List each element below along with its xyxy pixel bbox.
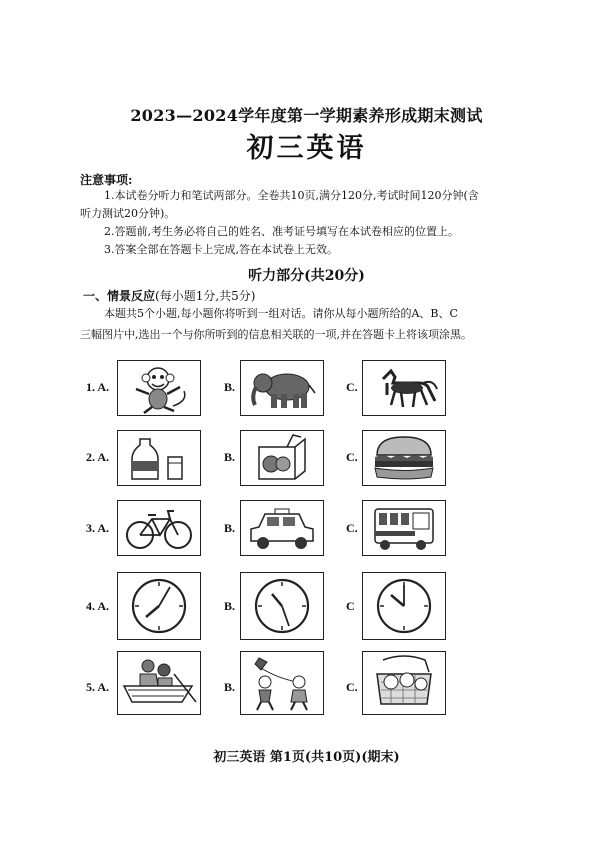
question-3-b-label: B. xyxy=(224,521,236,535)
bicycle-icon xyxy=(118,501,200,555)
notice-line-1b: 听力测试20分钟)。 xyxy=(80,207,176,220)
clock-icon xyxy=(118,573,200,639)
juice-box-icon xyxy=(241,431,323,485)
listening-heading: 听力部分(共20分) xyxy=(248,268,365,284)
question-5-option-c[interactable] xyxy=(362,651,446,715)
notice-line-1a: 1.本试卷分听力和笔试两部分。全卷共10页,满分120分,考试时间120分钟(含 xyxy=(104,189,479,202)
horse-icon xyxy=(363,361,445,415)
notice-line-3: 3.答案全部在答题卡上完成,答在本试卷上无效。 xyxy=(104,243,338,256)
question-1-label: 1. A. xyxy=(86,380,110,394)
boating-kids-icon xyxy=(118,652,200,714)
question-5-option-a[interactable] xyxy=(117,651,201,715)
question-3-option-c[interactable] xyxy=(362,500,446,556)
bus-icon xyxy=(363,501,445,555)
kids-in-basket-icon xyxy=(363,652,445,714)
part-label: 一、情景反应 xyxy=(83,289,156,303)
exam-title: 2023—2024学年度第一学期素养形成期末测试 xyxy=(130,106,483,125)
question-2-option-c[interactable] xyxy=(362,430,446,486)
taxi-icon xyxy=(241,501,323,555)
question-2-label: 2. A. xyxy=(86,450,110,464)
question-5-c-label: C. xyxy=(346,680,358,694)
question-4-option-b[interactable] xyxy=(240,572,324,640)
question-1-option-a[interactable] xyxy=(117,360,201,416)
clock-icon xyxy=(363,573,445,639)
page-footer: 初三英语 第1页(共10页)(期末) xyxy=(213,750,400,765)
question-1-option-c[interactable] xyxy=(362,360,446,416)
question-3-label: 3. A. xyxy=(86,521,110,535)
flying-kite-kids-icon xyxy=(241,652,323,714)
question-4-option-a[interactable] xyxy=(117,572,201,640)
question-4-label: 4. A. xyxy=(86,599,110,613)
question-3-option-b[interactable] xyxy=(240,500,324,556)
clock-icon xyxy=(241,573,323,639)
bottle-and-cup-icon xyxy=(118,431,200,485)
monkey-icon xyxy=(118,361,200,415)
notice-line-2: 2.答题前,考生务必将自己的姓名、准考证号填写在本试卷相应的位置上。 xyxy=(104,225,459,238)
question-5-b-label: B. xyxy=(224,680,236,694)
question-3-c-label: C. xyxy=(346,521,358,535)
elephant-icon xyxy=(241,361,323,415)
question-5-label: 5. A. xyxy=(86,680,110,694)
hamburger-icon xyxy=(363,431,445,485)
question-2-option-a[interactable] xyxy=(117,430,201,486)
part-score: (每小题1分,共5分) xyxy=(155,289,256,303)
question-2-c-label: C. xyxy=(346,450,358,464)
question-4-b-label: B. xyxy=(224,599,236,613)
question-1-option-b[interactable] xyxy=(240,360,324,416)
question-3-option-a[interactable] xyxy=(117,500,201,556)
question-2-option-b[interactable] xyxy=(240,430,324,486)
question-1-b-label: B. xyxy=(224,380,236,394)
question-4-c-label: C xyxy=(346,599,355,613)
part-heading xyxy=(83,287,255,304)
question-4-option-c[interactable] xyxy=(362,572,446,640)
notice-heading: 注意事项: xyxy=(80,173,133,187)
intro-line-2: 三幅图片中,选出一个与你所听到的信息相关联的一项,并在答题卡上将该项涂黑。 xyxy=(80,328,472,341)
question-2-b-label: B. xyxy=(224,450,236,464)
question-5-option-b[interactable] xyxy=(240,651,324,715)
subject-title: 初三英语 xyxy=(246,133,367,164)
question-1-c-label: C. xyxy=(346,380,358,394)
intro-line-1: 本题共5个小题,每小题你将听到一组对话。请你从每小题所给的A、B、C xyxy=(104,307,458,320)
